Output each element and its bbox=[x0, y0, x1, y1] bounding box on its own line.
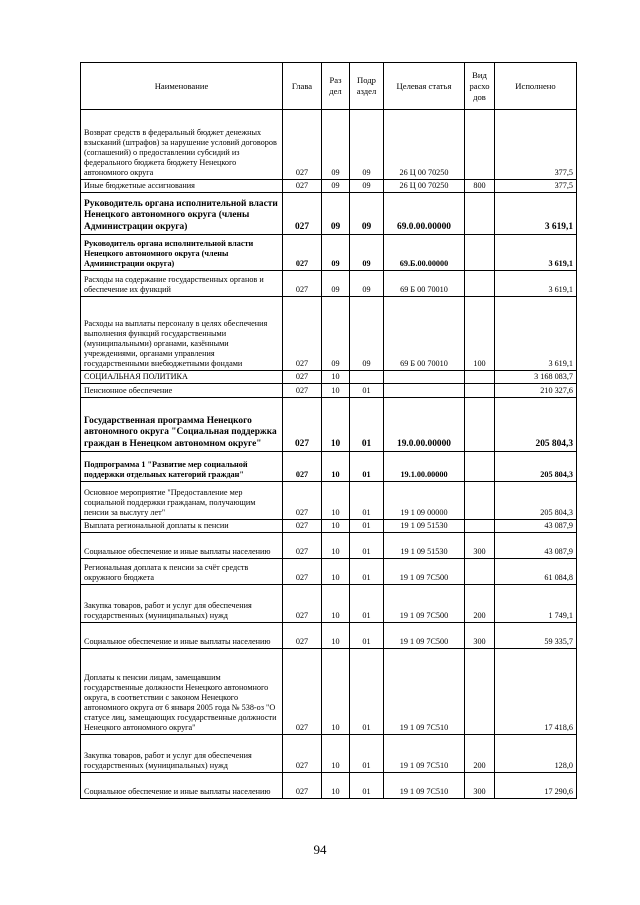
row-amount: 3 619,1 bbox=[495, 271, 577, 297]
row-section: 10 bbox=[322, 533, 350, 559]
row-name: Иные бюджетные ассигнования bbox=[81, 180, 283, 193]
row-chapter: 027 bbox=[283, 398, 322, 452]
row-expense bbox=[465, 271, 495, 297]
row-subsection: 09 bbox=[350, 180, 384, 193]
row-target: 19 1 09 00000 bbox=[384, 482, 465, 520]
row-amount: 210 327,6 bbox=[495, 384, 577, 398]
row-name: Доплаты к пенсии лицам, замещавшим государственные должности Ненецкого автономного округа, в соответствии с законом Ненецкого автономного округа от 6 января 2005 года № 538-оз "О статусе лиц, замещающих государственные должности Ненецкого автономного округа" bbox=[81, 649, 283, 735]
row-section: 10 bbox=[322, 482, 350, 520]
row-chapter: 027 bbox=[283, 520, 322, 533]
row-amount: 3 619,1 bbox=[495, 235, 577, 271]
row-expense: 100 bbox=[465, 297, 495, 371]
row-section: 10 bbox=[322, 384, 350, 398]
row-target: 26 Ц 00 70250 bbox=[384, 180, 465, 193]
row-chapter: 027 bbox=[283, 271, 322, 297]
row-name: Закупка товаров, работ и услуг для обеспечения государственных (муниципальных) нужд bbox=[81, 735, 283, 773]
row-chapter: 027 bbox=[283, 623, 322, 649]
row-target: 69 Б 00 70010 bbox=[384, 297, 465, 371]
row-chapter: 027 bbox=[283, 735, 322, 773]
row-subsection: 01 bbox=[350, 773, 384, 799]
row-target: 69 Б 00 70010 bbox=[384, 271, 465, 297]
row-section: 10 bbox=[322, 585, 350, 623]
row-chapter: 027 bbox=[283, 773, 322, 799]
row-amount: 43 087,9 bbox=[495, 520, 577, 533]
row-target: 19 1 09 7С500 bbox=[384, 585, 465, 623]
row-expense bbox=[465, 398, 495, 452]
row-expense bbox=[465, 235, 495, 271]
table-row bbox=[81, 649, 577, 735]
row-amount: 205 804,3 bbox=[495, 482, 577, 520]
row-expense: 800 bbox=[465, 180, 495, 193]
row-section: 10 bbox=[322, 398, 350, 452]
row-section: 09 bbox=[322, 193, 350, 235]
row-amount: 3 619,1 bbox=[495, 297, 577, 371]
row-name: Подпрограмма 1 "Развитие мер социальной поддержки отдельных категорий граждан" bbox=[81, 452, 283, 482]
row-target: 69.0.00.00000 bbox=[384, 193, 465, 235]
row-chapter: 027 bbox=[283, 110, 322, 180]
row-subsection: 01 bbox=[350, 482, 384, 520]
row-expense: 300 bbox=[465, 623, 495, 649]
row-expense: 200 bbox=[465, 585, 495, 623]
row-subsection: 09 bbox=[350, 235, 384, 271]
row-target: 19 1 09 7С510 bbox=[384, 735, 465, 773]
row-subsection: 01 bbox=[350, 520, 384, 533]
row-name: Пенсионное обеспечение bbox=[81, 384, 283, 398]
row-amount: 205 804,3 bbox=[495, 398, 577, 452]
header-target: Целевая статья bbox=[384, 63, 465, 110]
row-chapter: 027 bbox=[283, 482, 322, 520]
row-amount: 43 087,9 bbox=[495, 533, 577, 559]
row-expense bbox=[465, 193, 495, 235]
row-target: 19 1 09 51530 bbox=[384, 520, 465, 533]
row-target: 19 1 09 7С510 bbox=[384, 649, 465, 735]
row-section: 10 bbox=[322, 649, 350, 735]
row-name: Социальное обеспечение и иные выплаты населению bbox=[81, 533, 283, 559]
row-name: Государственная программа Ненецкого автономного округа "Социальная поддержка граждан в Ненецком автономном округе" bbox=[81, 398, 283, 452]
header-executed: Исполнено bbox=[495, 63, 577, 110]
row-name: Закупка товаров, работ и услуг для обеспечения государственных (муниципальных) нужд bbox=[81, 585, 283, 623]
row-amount: 377,5 bbox=[495, 110, 577, 180]
page-number: 94 bbox=[313, 842, 327, 857]
row-name: Расходы на выплаты персоналу в целях обеспечения выполнения функций государственными (муниципальными) органами, казёнными учреждениями, органами управления государственными внебюджетными фондами bbox=[81, 297, 283, 371]
row-subsection: 09 bbox=[350, 271, 384, 297]
table-row bbox=[81, 559, 577, 585]
table-header-row bbox=[81, 63, 577, 110]
row-section: 10 bbox=[322, 559, 350, 585]
budget-table bbox=[80, 62, 577, 799]
row-name: Выплата региональной доплаты к пенсии bbox=[81, 520, 283, 533]
row-chapter: 027 bbox=[283, 452, 322, 482]
row-subsection: 09 bbox=[350, 193, 384, 235]
table-row bbox=[81, 384, 577, 398]
row-target: 19 1 09 51530 bbox=[384, 533, 465, 559]
row-target: 26 Ц 00 70250 bbox=[384, 110, 465, 180]
table-row bbox=[81, 398, 577, 452]
row-amount: 3 168 083,7 bbox=[495, 371, 577, 384]
row-amount: 205 804,3 bbox=[495, 452, 577, 482]
row-amount: 377,5 bbox=[495, 180, 577, 193]
row-target bbox=[384, 384, 465, 398]
row-name: СОЦИАЛЬНАЯ ПОЛИТИКА bbox=[81, 371, 283, 384]
row-section: 10 bbox=[322, 371, 350, 384]
table-row bbox=[81, 773, 577, 799]
row-target: 19 1 09 7С500 bbox=[384, 559, 465, 585]
row-chapter: 027 bbox=[283, 180, 322, 193]
row-chapter: 027 bbox=[283, 297, 322, 371]
row-chapter: 027 bbox=[283, 371, 322, 384]
row-amount: 128,0 bbox=[495, 735, 577, 773]
row-subsection: 01 bbox=[350, 649, 384, 735]
row-name: Возврат средств в федеральный бюджет денежных взысканий (штрафов) за нарушение условий договоров (соглашений) о предоставлении субсидий из федерального бюджета бюджету Ненецкого автономного округа bbox=[81, 110, 283, 180]
header-expense: Вид расхо дов bbox=[465, 63, 495, 110]
row-expense bbox=[465, 452, 495, 482]
table-row bbox=[81, 623, 577, 649]
row-section: 10 bbox=[322, 452, 350, 482]
row-target bbox=[384, 371, 465, 384]
row-section: 10 bbox=[322, 735, 350, 773]
row-name: Региональная доплата к пенсии за счёт средств окружного бюджета bbox=[81, 559, 283, 585]
row-chapter: 027 bbox=[283, 649, 322, 735]
row-amount: 61 084,8 bbox=[495, 559, 577, 585]
row-subsection: 01 bbox=[350, 384, 384, 398]
row-section: 09 bbox=[322, 110, 350, 180]
row-section: 09 bbox=[322, 180, 350, 193]
header-chapter: Глава bbox=[283, 63, 322, 110]
header-subsection: Подр аздел bbox=[350, 63, 384, 110]
table-row bbox=[81, 533, 577, 559]
row-expense: 200 bbox=[465, 735, 495, 773]
row-expense bbox=[465, 520, 495, 533]
row-target: 19 1 09 7С510 bbox=[384, 773, 465, 799]
header-section: Раз дел bbox=[322, 63, 350, 110]
row-expense bbox=[465, 482, 495, 520]
row-expense bbox=[465, 110, 495, 180]
row-chapter: 027 bbox=[283, 533, 322, 559]
row-amount: 1 749,1 bbox=[495, 585, 577, 623]
row-section: 10 bbox=[322, 623, 350, 649]
row-chapter: 027 bbox=[283, 559, 322, 585]
row-name: Социальное обеспечение и иные выплаты населению bbox=[81, 623, 283, 649]
row-name: Социальное обеспечение и иные выплаты населению bbox=[81, 773, 283, 799]
header-name: Наименование bbox=[81, 63, 283, 110]
row-name: Руководитель органа исполнительной власти Ненецкого автономного округа (члены Администрации округа) bbox=[81, 193, 283, 235]
row-expense: 300 bbox=[465, 773, 495, 799]
row-subsection bbox=[350, 371, 384, 384]
row-name: Руководитель органа исполнительной власти Ненецкого автономного округа (члены Администрации округа) bbox=[81, 235, 283, 271]
row-expense bbox=[465, 559, 495, 585]
row-expense bbox=[465, 371, 495, 384]
row-expense: 300 bbox=[465, 533, 495, 559]
row-expense bbox=[465, 649, 495, 735]
table-row bbox=[81, 735, 577, 773]
table-row bbox=[81, 371, 577, 384]
row-subsection: 01 bbox=[350, 559, 384, 585]
table-row bbox=[81, 520, 577, 533]
row-section: 09 bbox=[322, 235, 350, 271]
row-target: 19.0.00.00000 bbox=[384, 398, 465, 452]
table-row bbox=[81, 452, 577, 482]
row-amount: 17 290,6 bbox=[495, 773, 577, 799]
row-subsection: 01 bbox=[350, 735, 384, 773]
row-chapter: 027 bbox=[283, 235, 322, 271]
row-subsection: 01 bbox=[350, 623, 384, 649]
table-row bbox=[81, 193, 577, 235]
row-amount: 59 335,7 bbox=[495, 623, 577, 649]
row-subsection: 01 bbox=[350, 452, 384, 482]
row-subsection: 01 bbox=[350, 533, 384, 559]
table-row bbox=[81, 271, 577, 297]
table-row bbox=[81, 482, 577, 520]
row-chapter: 027 bbox=[283, 384, 322, 398]
table-row bbox=[81, 297, 577, 371]
row-subsection: 09 bbox=[350, 297, 384, 371]
row-name: Основное мероприятие "Предоставление мер социальной поддержки гражданам, получающим пенсии за выслугу лет" bbox=[81, 482, 283, 520]
table-row bbox=[81, 180, 577, 193]
table-row bbox=[81, 110, 577, 180]
row-target: 69.Б.00.00000 bbox=[384, 235, 465, 271]
row-section: 10 bbox=[322, 520, 350, 533]
row-section: 09 bbox=[322, 297, 350, 371]
row-subsection: 09 bbox=[350, 110, 384, 180]
table-row bbox=[81, 235, 577, 271]
row-target: 19 1 09 7С500 bbox=[384, 623, 465, 649]
row-expense bbox=[465, 384, 495, 398]
row-section: 09 bbox=[322, 271, 350, 297]
row-subsection: 01 bbox=[350, 585, 384, 623]
row-section: 10 bbox=[322, 773, 350, 799]
row-name: Расходы на содержание государственных органов и обеспечение их функций bbox=[81, 271, 283, 297]
row-subsection: 01 bbox=[350, 398, 384, 452]
table-row bbox=[81, 585, 577, 623]
row-chapter: 027 bbox=[283, 193, 322, 235]
row-chapter: 027 bbox=[283, 585, 322, 623]
row-amount: 17 418,6 bbox=[495, 649, 577, 735]
row-amount: 3 619,1 bbox=[495, 193, 577, 235]
row-target: 19.1.00.00000 bbox=[384, 452, 465, 482]
